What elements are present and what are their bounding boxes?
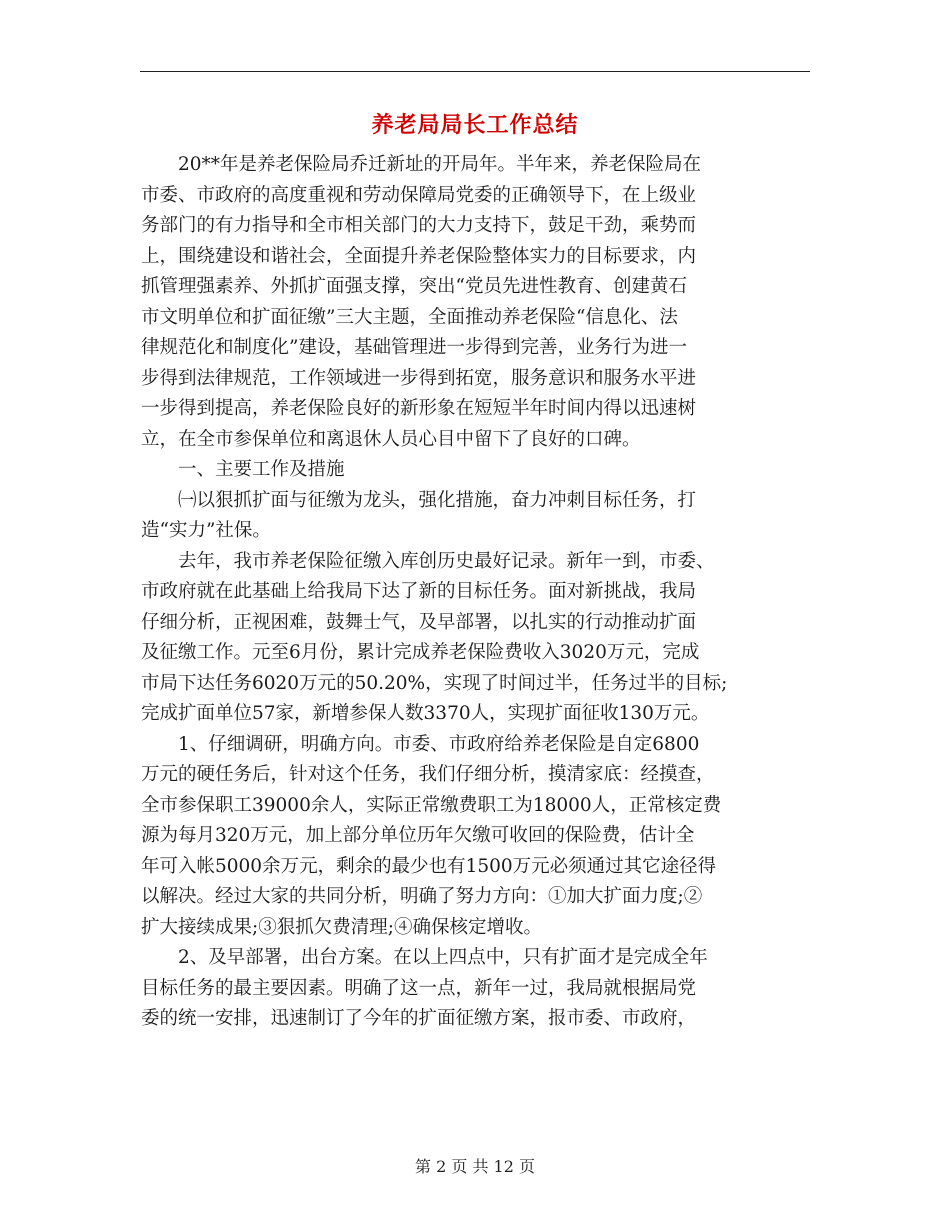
text-line: 市政府就在此基础上给我局下达了新的目标任务。面对新挑战，我局 — [141, 581, 697, 602]
document-title: 养老局局长工作总结 — [371, 113, 579, 138]
text-line: 年可入帐5000余万元，剩余的最少也有1500万元必须通过其它途径得 — [141, 855, 717, 877]
text-line: 立，在全市参保单位和离退休人员心目中留下了良好的口碑。 — [141, 428, 641, 450]
text-line: 目标任务的最主要因素。明确了这一点，新年一过，我局就根据局党 — [141, 977, 697, 999]
text-line: 上，围绕建设和谐社会，全面提升养老保险整体实力的目标要求，内 — [141, 245, 697, 267]
text-line: 1、仔细调研，明确方向。市委、市政府给养老保险是自定6800 — [141, 733, 700, 755]
text-line: 万元的硬任务后，针对这个任务，我们仔细分析，摸清家底：经摸查， — [141, 764, 715, 785]
text-line: 务部门的有力指导和全市相关部门的大力支持下，鼓足干劲，乘势而 — [141, 215, 697, 236]
page-footer: 第 2 页 共 12 页 — [415, 1157, 535, 1176]
text-line: 及征缴工作。元至6月份，累计完成养老保险费收入3020万元，完成 — [141, 642, 700, 663]
text-line: 造“实力”社保。 — [141, 520, 271, 541]
text-line: 扩大接续成果;③狠抓欠费清理;④确保核定增收。 — [141, 916, 542, 938]
header-rule — [140, 71, 810, 72]
text-line: 2、及早部署，出台方案。在以上四点中，只有扩面才是完成全年 — [141, 947, 708, 968]
text-line: 步得到法律规范，工作领域进一步得到拓宽，服务意识和服务水平进 — [141, 367, 697, 389]
text-line: 委的统一安排，迅速制订了今年的扩面征缴方案，报市委、市政府， — [141, 1008, 697, 1029]
text-line: 20**年是养老保险局乔迁新址的开局年。半年来，养老保险局在 — [141, 154, 702, 175]
text-line: 全市参保职工39000余人，实际正常缴费职工为18000人，正常核定费 — [141, 794, 722, 816]
text-line: 市文明单位和扩面征缴”三大主题，全面推动养老保险“信息化、法 — [141, 306, 678, 328]
section-heading: 一、主要工作及措施 — [141, 459, 345, 480]
text-line: 律规范化和制度化”建设，基础管理进一步得到完善，业务行为进一 — [141, 337, 687, 358]
text-line: 完成扩面单位57家，新增参保人数3370人，实现扩面征收130万元。 — [141, 703, 710, 724]
text-line: 市委、市政府的高度重视和劳动保障局党委的正确领导下，在上级业 — [141, 184, 697, 206]
text-line: 仔细分析，正视困难，鼓舞士气，及早部署，以扎实的行动推动扩面 — [141, 611, 697, 633]
document-body — [141, 150, 811, 1035]
text-line: 一步得到提高，养老保险良好的新形象在短短半年时间内得以迅速树 — [141, 398, 697, 419]
text-line: 市局下达任务6020万元的50.20%，实现了时间过半，任务过半的目标; — [141, 672, 728, 694]
text-line: 抓管理强素养、外抓扩面强支撑，突出“党员先进性教育、创建黄石 — [141, 276, 687, 297]
text-line: ㈠以狠抓扩面与征缴为龙头，强化措施，奋力冲刺目标任务，打 — [141, 489, 697, 511]
text-line: 去年，我市养老保险征缴入库创历史最好记录。新年一到，市委、 — [141, 550, 715, 572]
text-line: 以解决。经过大家的共同分析，明确了努力方向：①加大扩面力度;② — [141, 886, 703, 907]
text-line: 源为每月320万元，加上部分单位历年欠缴可收回的保险费，估计全 — [141, 825, 695, 846]
